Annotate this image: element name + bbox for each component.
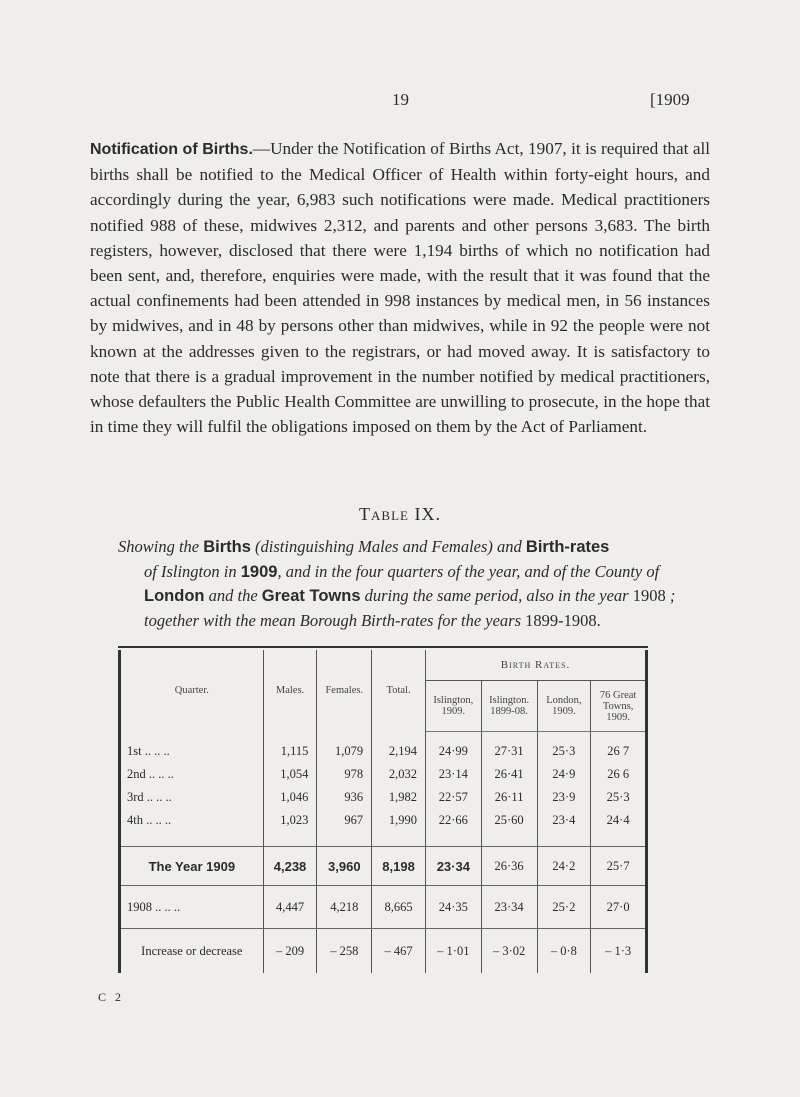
london-cell: 23·9 [537,786,591,809]
males-cell: 1,023 [263,809,317,832]
quarter-label: 1st .. .. .. [120,732,264,764]
great-towns-cell: 26 7 [607,744,630,758]
caption-bold: Birth-rates [525,538,610,556]
caption-text: during the same period, also in the year [364,586,629,605]
great-towns-cell: 25·3 [606,790,630,804]
islington-1909-cell: 23·34 [425,847,481,886]
london-cell: 25·2 [537,886,591,929]
page-number: 19 [392,90,409,109]
header-total: Total. [372,650,426,732]
total-cell: 2,194 [372,732,426,764]
islington-mean-cell: 27·31 [481,732,537,764]
header-females: Females. [317,650,372,732]
quarter-label: 2nd .. .. .. [120,763,264,786]
males-cell: – 209 [263,929,317,974]
header-islington-mean: Islington. 1899-08. [481,681,537,732]
caption-text: (distinguishing Males and Females) and [255,537,522,556]
great-towns-cell: 25·7 [591,847,647,886]
row-spacer [120,832,647,847]
islington-mean-cell: 25·60 [481,809,537,832]
row-1908-label: 1908 .. .. .. [120,886,264,929]
islington-1909-cell: 22·57 [425,786,481,809]
islington-1909-cell: 24·99 [425,732,481,764]
caption-text: Showing the [118,537,200,556]
males-cell: 4,238 [263,847,317,886]
table-row [120,763,647,786]
great-towns-cell: – 1·3 [605,943,632,958]
table-top-rule [118,646,648,648]
great-towns-cell: 24·4 [606,813,630,827]
females-cell: 3,960 [317,847,372,886]
quarter-label: 4th .. .. .. [120,809,264,832]
london-cell: – 0·8 [537,929,591,974]
caption-bold: Births [203,538,251,556]
paragraph-body: —Under the Notification of Births Act, 1907, it is required that all births shall be notified to the Medical Officer of Health within forty-eight hours, and accordingly during the year, 6,983 such notifications were made. Medical practitioners notified 988 of these, midwives 2,312, and parents and other persons 3,683. The birth registers, however, disclosed that there were 1,194 births of which no notification had been sent, and, therefore, enquiries were made, with the result that it was found that the actual confinements had been attended in 998 instances by medical men, in 56 instances by midwives, and in 48 by persons other than midwives, while in 92 the people were not known at the addresses given to the registrars, or had moved away. It is satisfactory to note that there is a gradual improvement in the number notified by medical practitioners, whose defaulters the Public Health Committee are unwilling to prosecute, in the hope that in time they will fulfil the obligations imposed on them by the Act of Parliament. [90,139,711,437]
notification-paragraph [90,136,710,439]
females-cell: 936 [317,786,372,809]
london-cell: 24·9 [537,763,591,786]
caption-text: , and in the four quarters of the year, and of the County of [277,561,660,581]
islington-1909-cell: 22·66 [425,809,481,832]
signature-mark: C 2 [98,990,125,1004]
year-tag: [1909 [650,90,690,109]
caption-bold: London [144,587,205,605]
caption-number: 1899-1908. [525,610,601,630]
table-row [120,786,647,809]
london-cell: 25·3 [537,732,591,764]
header-quarter: Quarter. [120,650,264,732]
header-males: Males. [263,650,317,732]
paragraph-lead-in: Notification of Births. [90,141,253,158]
males-cell: 1,046 [263,786,317,809]
table-title [0,504,800,525]
header-islington-1909: Islington, 1909. [425,681,481,732]
year-total-row [120,847,647,886]
caption-number: 1908 [632,586,666,605]
change-label: Increase or decrease [120,929,264,974]
total-cell: 1,982 [372,786,426,809]
males-cell: 1,115 [263,732,317,764]
females-cell: – 258 [317,929,372,974]
quarter-label: 3rd .. .. .. [120,786,264,809]
caption-text: of Islington in [144,561,237,581]
islington-mean-cell: 23·34 [481,886,537,929]
islington-1909-cell: 23·14 [425,763,481,786]
females-cell: 4,218 [317,886,372,929]
table-row [120,732,647,764]
total-cell: 2,032 [372,763,426,786]
islington-mean-cell: 26·36 [481,847,537,886]
london-cell: 23·4 [537,809,591,832]
caption-text: and the [208,586,258,605]
females-cell: 967 [317,809,372,832]
total-cell: 1,990 [372,809,426,832]
table-title-word: Table [359,504,409,524]
year-total-label: The Year 1909 [120,847,264,886]
total-cell: – 467 [372,929,426,974]
births-table [118,650,648,973]
caption-indented [118,560,688,633]
page-header [0,90,800,114]
row-1908 [120,886,647,929]
females-cell: 1,079 [317,732,372,764]
islington-1909-cell: – 1·01 [425,929,481,974]
males-cell: 4,447 [263,886,317,929]
london-cell: 24·2 [537,847,591,886]
islington-mean-cell: 26·41 [481,763,537,786]
great-towns-cell: 27·0 [591,886,647,929]
islington-1909-cell: 24·35 [425,886,481,929]
islington-mean-cell: – 3·02 [481,929,537,974]
caption-text: ; together with the mean Borough Birth-rates for the years [144,586,676,630]
total-cell: 8,198 [372,847,426,886]
females-cell: 978 [317,763,372,786]
islington-mean-cell: 26·11 [481,786,537,809]
caption-bold: 1909 [240,562,278,581]
table-caption [118,535,688,632]
males-cell: 1,054 [263,763,317,786]
header-london-1909: London, 1909. [537,681,591,732]
table-row [120,809,647,832]
change-row [120,929,647,974]
header-birth-rates: Birth Rates. [425,650,646,681]
table-title-numeral: IX. [414,504,441,524]
header-great-towns: 76 Great Towns, 1909. [591,681,647,732]
great-towns-cell: 26 6 [607,767,630,781]
caption-bold: Great Towns [261,587,361,605]
total-cell: 8,665 [372,886,426,929]
